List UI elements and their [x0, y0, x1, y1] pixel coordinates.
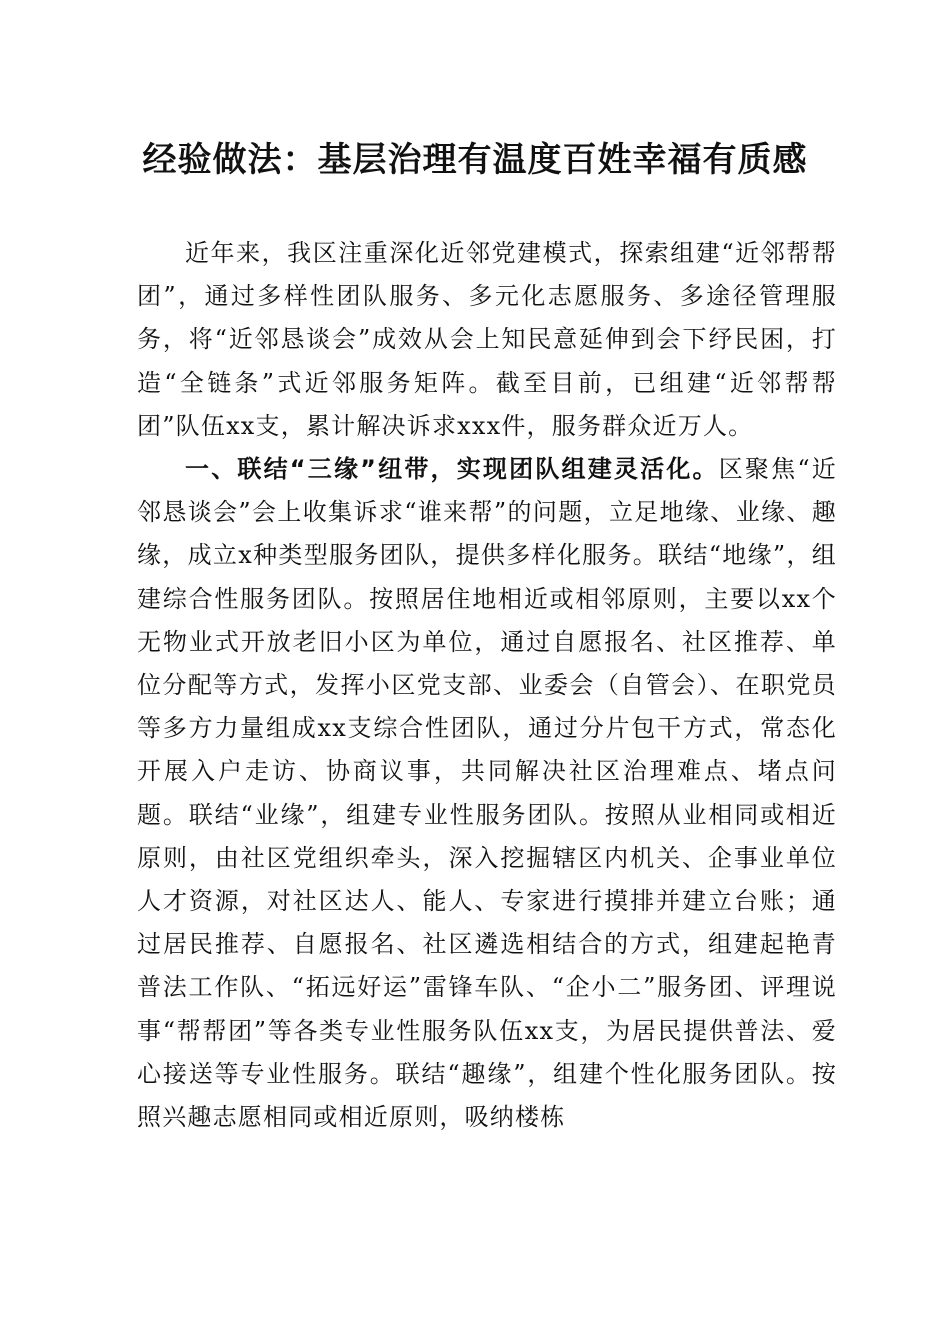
- intro-paragraph: [137, 232, 837, 448]
- paragraph-text: 区聚焦“近邻恳谈会”会上收集诉求“谁来帮”的问题，立足地缘、业缘、趣缘，成立x种类型服务团队，提供多样化服务。联结“地缘”，组建综合性服务团队。按照居住地相近或相邻原则，主要以xx个无物业式开放老旧小区为单位，通过自愿报名、社区推荐、单位分配等方式，发挥小区党支部、业委会（自管会）、在职党员等多方力量组成xx支综合性团队，通过分片包干方式，常态化开展入户走访、协商议事，共同解决社区治理难点、堵点问题。联结“业缘”，组建专业性服务团队。按照从业相同或相近原则，由社区党组织牵头，深入挖掘辖区内机关、企事业单位人才资源，对社区达人、能人、专家进行摸排并建立台账；通过居民推荐、自愿报名、社区遴选相结合的方式，组建起艳青普法工作队、“拓远好运”雷锋车队、“企小二”服务团、评理说事“帮帮团”等各类专业性服务队伍xx支，为居民提供普法、爱心接送等专业性服务。联结“趣缘”，组建个性化服务团队。按照兴趣志愿相同或相近原则，吸纳楼栋: [137, 455, 837, 1132]
- section-heading: 一、联结“三缘”纽带，实现团队组建灵活化。: [185, 455, 719, 484]
- paragraph-text: 近年来，我区注重深化近邻党建模式，探索组建“近邻帮帮团”，通过多样性团队服务、多元化志愿服务、多途径管理服务，将“近邻恳谈会”成效从会上知民意延伸到会下纾民困，打造“全链条”式近邻服务矩阵。截至目前，已组建“近邻帮帮团”队伍xx支，累计解决诉求xxx件，服务群众近万人。: [137, 239, 837, 440]
- document-title: 经验做法：基层治理有温度百姓幸福有质感: [142, 140, 808, 180]
- section-one-paragraph: [137, 448, 837, 1139]
- document-body: [137, 232, 837, 1139]
